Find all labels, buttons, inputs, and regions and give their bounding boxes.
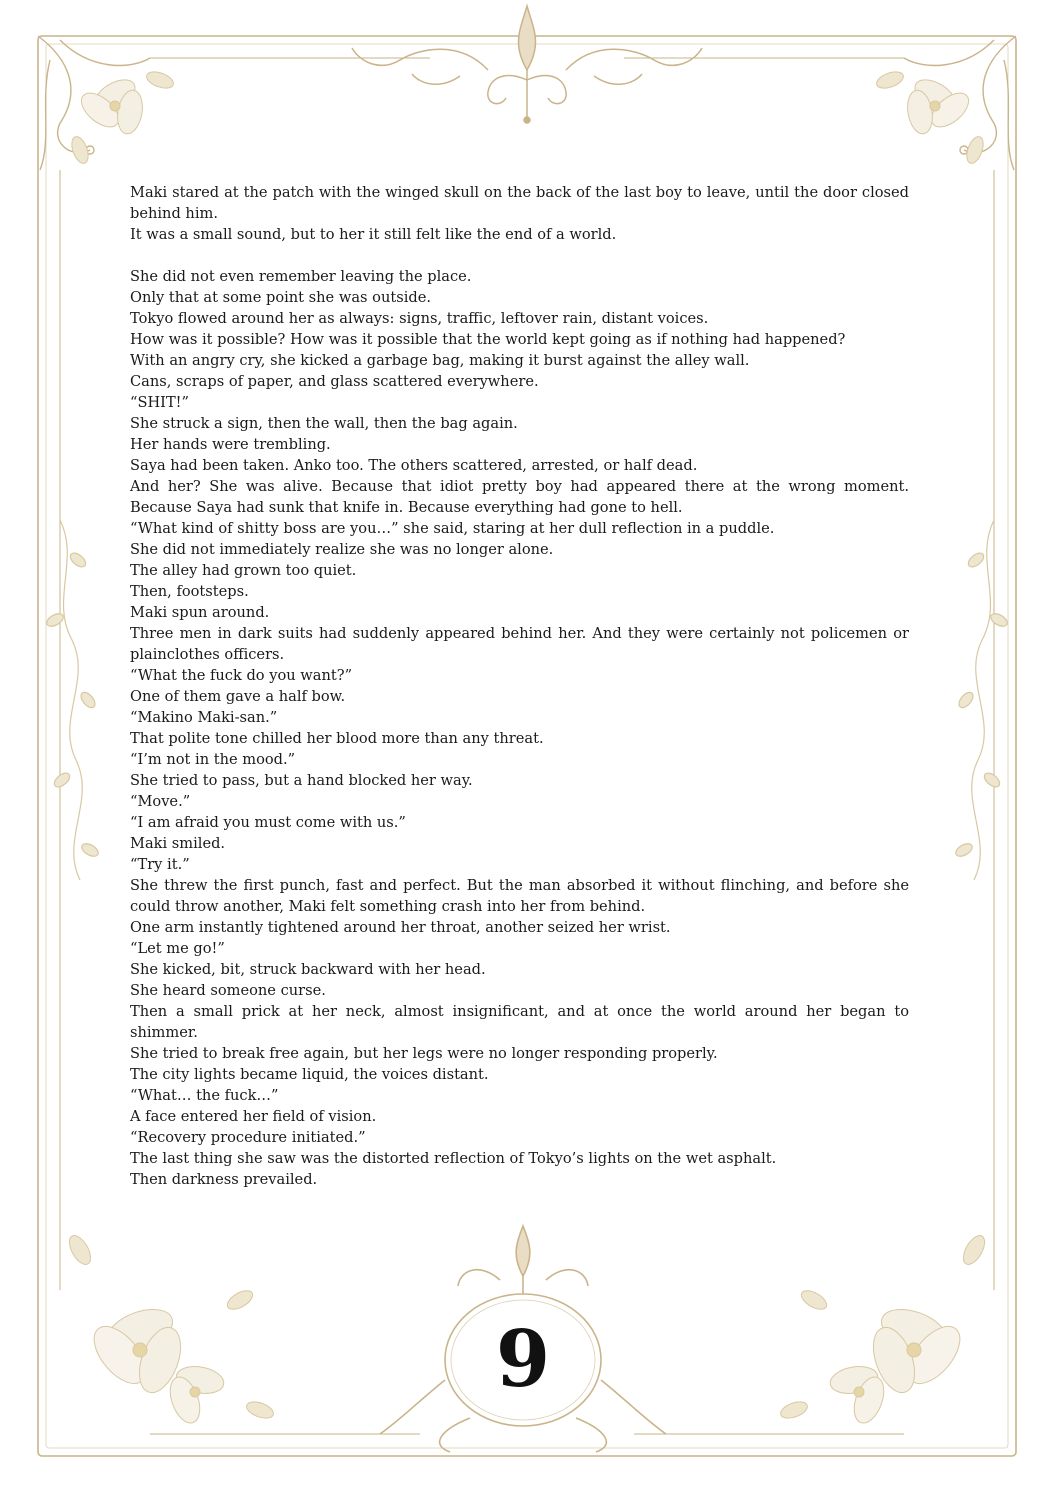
paragraph: Maki smiled. [130, 835, 226, 852]
bottom-right-flower-cluster [778, 1232, 988, 1427]
paragraph: She kicked, bit, struck backward with her head. [130, 961, 486, 978]
paragraph: How was it possible? How was it possible that the world kept going as if nothing had happened? [130, 331, 846, 348]
paragraph: Then a small prick at her neck, almost insignificant, and at once the world around her began to shimmer. [130, 1003, 909, 1041]
paragraph: With an angry cry, she kicked a garbage bag, making it burst against the alley wall. [130, 352, 750, 369]
page-number: 9 [495, 1313, 551, 1405]
paragraph: Her hands were trembling. [130, 436, 331, 453]
paragraph: “Let me go!” [130, 940, 225, 957]
paragraph: She did not immediately realize she was no longer alone. [130, 541, 554, 558]
paragraph: She heard someone curse. [130, 982, 326, 999]
paragraph: Only that at some point she was outside. [130, 289, 431, 306]
paragraph: “What kind of shitty boss are you…” she said, staring at her dull reflection in a puddle. [130, 520, 775, 537]
paragraph: “SHIT!” [130, 394, 190, 411]
paragraph: The city lights became liquid, the voices distant. [130, 1066, 489, 1083]
paragraph: That polite tone chilled her blood more than any threat. [130, 730, 544, 747]
paragraph: She tried to pass, but a hand blocked her way. [130, 772, 473, 789]
paragraph: Maki spun around. [130, 604, 270, 621]
paragraph: “Makino Maki-san.” [130, 709, 278, 726]
story-text [130, 182, 909, 1190]
paragraph [130, 245, 909, 266]
paragraph: And her? She was alive. Because that idiot pretty boy had appeared there at the wrong moment. Because Saya had sunk that knife in. Because everything had gone to hell. [130, 478, 909, 516]
paragraph: “I am afraid you must come with us.” [130, 814, 406, 831]
paragraph: She tried to break free again, but her legs were no longer responding properly. [130, 1045, 718, 1062]
paragraph: “Move.” [130, 793, 191, 810]
paragraph: One arm instantly tightened around her throat, another seized her wrist. [130, 919, 671, 936]
paragraph: She struck a sign, then the wall, then the bag again. [130, 415, 518, 432]
paragraph: Then, footsteps. [130, 583, 249, 600]
paragraph: Tokyo flowed around her as always: signs, traffic, leftover rain, distant voices. [130, 310, 709, 327]
paragraph: It was a small sound, but to her it still felt like the end of a world. [130, 226, 617, 243]
top-right-flower-cluster [874, 69, 986, 166]
paragraph: Cans, scraps of paper, and glass scattered everywhere. [130, 373, 539, 390]
paragraph: She threw the first punch, fast and perfect. But the man absorbed it without flinching, and before she could throw another, Maki felt something crash into her from behind. [130, 877, 909, 915]
paragraph: Then darkness prevailed. [130, 1171, 318, 1188]
bottom-left-flower-cluster [65, 1232, 275, 1427]
paragraph: The last thing she saw was the distorted reflection of Tokyo’s lights on the wet asphalt. [130, 1150, 777, 1167]
paragraph: A face entered her field of vision. [130, 1108, 377, 1125]
paragraph: “What… the fuck…” [130, 1087, 279, 1104]
paragraph: Saya had been taken. Anko too. The others scattered, arrested, or half dead. [130, 457, 698, 474]
paragraph: Three men in dark suits had suddenly appeared behind her. And they were certainly not policemen or plainclothes officers. [130, 625, 909, 663]
paragraph: “Try it.” [130, 856, 190, 873]
paragraph: “What the fuck do you want?” [130, 667, 353, 684]
paragraph: The alley had grown too quiet. [130, 562, 357, 579]
right-vine-ornament [954, 520, 1010, 880]
paragraph: One of them gave a half bow. [130, 688, 346, 705]
paragraph: “I’m not in the mood.” [130, 751, 296, 768]
top-fleur-de-lis-ornament [352, 6, 702, 123]
paragraph: “Recovery procedure initiated.” [130, 1129, 366, 1146]
paragraph: She did not even remember leaving the place. [130, 268, 472, 285]
paragraph: Maki stared at the patch with the winged skull on the back of the last boy to leave, until the door closed behind him. [130, 184, 909, 222]
top-left-flower-cluster [69, 69, 176, 166]
left-vine-ornament [45, 520, 101, 880]
